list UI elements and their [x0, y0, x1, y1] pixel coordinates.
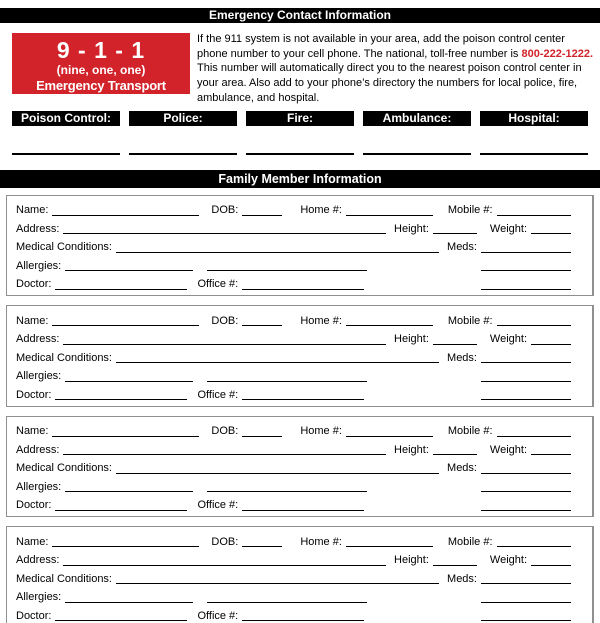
meds-label: Meds:: [447, 351, 477, 364]
poison-control-phone-number: 800-222-1222.: [521, 47, 594, 60]
meds-label: Meds:: [447, 462, 477, 475]
meds-label: Meds:: [447, 572, 477, 585]
doctor-label: Doctor:: [16, 278, 52, 291]
member-row-address: [16, 329, 571, 348]
poison-control-fill-line: [12, 153, 120, 155]
meds-extra-fill-line-2: [481, 289, 571, 290]
home-phone-label: Home #:: [300, 314, 342, 327]
address-label: Address:: [16, 333, 60, 346]
office-phone-fill-line: [242, 289, 364, 290]
family-members-list: [6, 195, 594, 623]
allergies-label: Allergies:: [16, 591, 62, 604]
dob-fill-line: [242, 215, 282, 216]
office-phone-label: Office #:: [197, 609, 239, 622]
name-fill-line: [52, 215, 199, 216]
meds-extra-fill-line-1: [481, 381, 571, 382]
medical-conditions-fill-line: [116, 362, 439, 363]
meds-extra-fill-line-2: [481, 510, 571, 511]
address-label: Address:: [16, 443, 60, 456]
doctor-fill-line: [55, 399, 187, 400]
meds-fill-line: [481, 473, 571, 474]
member-row-medical: [16, 568, 571, 587]
member-row-doctor: [16, 605, 571, 623]
dob-fill-line: [242, 325, 282, 326]
member-row-doctor: [16, 384, 571, 403]
mobile-phone-fill-line: [497, 215, 571, 216]
address-fill-line: [63, 233, 386, 234]
section-header-family-title: Family Member Information: [218, 171, 382, 186]
meds-extra-fill-line-1: [481, 491, 571, 492]
dob-fill-line: [242, 436, 282, 437]
section-header-emergency: [0, 8, 600, 23]
address-label: Address:: [16, 222, 60, 235]
member-row-medical: [16, 458, 571, 477]
nine-one-one-subtitle: Emergency Transport System: [36, 78, 166, 109]
nine-one-one-number: 9 - 1 - 1: [56, 37, 146, 63]
name-label: Name:: [16, 314, 49, 327]
allergies-label: Allergies:: [16, 370, 62, 383]
weight-fill-line: [531, 454, 571, 455]
intro-section: [0, 31, 600, 109]
name-label: Name:: [16, 535, 49, 548]
dob-fill-line: [242, 546, 282, 547]
name-fill-line: [52, 436, 199, 437]
meds-fill-line: [481, 583, 571, 584]
height-label: Height:: [394, 554, 429, 567]
allergies-label: Allergies:: [16, 480, 62, 493]
home-phone-fill-line: [346, 325, 433, 326]
home-phone-label: Home #:: [300, 204, 342, 217]
meds-extra-fill-line-2: [481, 399, 571, 400]
nine-one-one-words: (nine, one, one): [56, 63, 146, 77]
doctor-label: Doctor:: [16, 499, 52, 512]
member-row-address: [16, 439, 571, 458]
name-fill-line: [52, 546, 199, 547]
member-row-allergies: [16, 587, 571, 606]
member-row-identity: [16, 310, 571, 329]
contact-label-fire: Fire:: [246, 111, 354, 126]
intro-text-after: This number will automatically direct you to the nearest poison control center in your area. Also add to your phone’s directory the numbers for local police, fire, ambulance, and hospital.: [197, 62, 582, 104]
intro-text-before: If the 911 system is not available in your area, add the poison control center phone number to your cell phone. The national, toll-free number is: [197, 33, 565, 60]
member-row-medical: [16, 237, 571, 256]
address-fill-line: [63, 344, 386, 345]
member-row-address: [16, 218, 571, 237]
member-row-doctor: [16, 274, 571, 293]
office-phone-fill-line: [242, 399, 364, 400]
height-label: Height:: [394, 443, 429, 456]
hospital-fill-line: [480, 153, 588, 155]
mobile-phone-label: Mobile #:: [447, 314, 493, 327]
allergies-extra-fill-line: [207, 491, 367, 492]
dob-label: DOB:: [211, 204, 239, 217]
allergies-extra-fill-line: [207, 381, 367, 382]
medical-conditions-label: Medical Conditions:: [16, 241, 112, 254]
meds-extra-fill-line-1: [481, 602, 571, 603]
ambulance-fill-line: [363, 153, 471, 155]
weight-label: Weight:: [489, 554, 527, 567]
home-phone-label: Home #:: [300, 425, 342, 438]
home-phone-fill-line: [346, 546, 433, 547]
member-row-identity: [16, 531, 571, 550]
emergency-contact-label-row: [12, 111, 588, 126]
medical-conditions-label: Medical Conditions:: [16, 572, 112, 585]
mobile-phone-label: Mobile #:: [447, 425, 493, 438]
medical-conditions-fill-line: [116, 252, 439, 253]
allergies-fill-line: [65, 381, 193, 382]
weight-fill-line: [531, 565, 571, 566]
member-row-address: [16, 550, 571, 569]
allergies-extra-fill-line: [207, 270, 367, 271]
weight-fill-line: [531, 233, 571, 234]
intro-paragraph: [197, 31, 596, 106]
family-member-box: [6, 305, 594, 407]
dob-label: DOB:: [211, 425, 239, 438]
meds-extra-fill-line-1: [481, 270, 571, 271]
weight-label: Weight:: [489, 333, 527, 346]
name-fill-line: [52, 325, 199, 326]
doctor-fill-line: [55, 289, 187, 290]
contact-label-police: Police:: [129, 111, 237, 126]
dob-label: DOB:: [211, 314, 239, 327]
office-phone-label: Office #:: [197, 278, 239, 291]
medical-conditions-label: Medical Conditions:: [16, 462, 112, 475]
meds-label: Meds:: [447, 241, 477, 254]
address-label: Address:: [16, 554, 60, 567]
home-phone-fill-line: [346, 215, 433, 216]
allergies-extra-fill-line: [207, 602, 367, 603]
doctor-fill-line: [55, 510, 187, 511]
allergies-label: Allergies:: [16, 259, 62, 272]
height-label: Height:: [394, 222, 429, 235]
member-row-allergies: [16, 366, 571, 385]
weight-label: Weight:: [489, 443, 527, 456]
member-row-identity: [16, 200, 571, 219]
weight-fill-line: [531, 344, 571, 345]
member-row-medical: [16, 347, 571, 366]
mobile-phone-fill-line: [497, 546, 571, 547]
mobile-phone-label: Mobile #:: [447, 204, 493, 217]
home-phone-fill-line: [346, 436, 433, 437]
name-label: Name:: [16, 425, 49, 438]
height-fill-line: [433, 565, 477, 566]
member-row-doctor: [16, 495, 571, 514]
contact-label-poison-control: Poison Control:: [12, 111, 120, 126]
doctor-label: Doctor:: [16, 609, 52, 622]
member-row-allergies: [16, 476, 571, 495]
mobile-phone-fill-line: [497, 325, 571, 326]
contact-label-ambulance: Ambulance:: [363, 111, 471, 126]
family-member-box: [6, 416, 594, 518]
address-fill-line: [63, 454, 386, 455]
nine-one-one-box: [12, 33, 190, 109]
member-row-allergies: [16, 255, 571, 274]
fire-fill-line: [246, 153, 354, 155]
dob-label: DOB:: [211, 535, 239, 548]
meds-fill-line: [481, 252, 571, 253]
office-phone-fill-line: [242, 620, 364, 621]
height-fill-line: [433, 344, 477, 345]
family-member-box: [6, 195, 594, 297]
office-phone-label: Office #:: [197, 388, 239, 401]
mobile-phone-fill-line: [497, 436, 571, 437]
height-fill-line: [433, 233, 477, 234]
medical-conditions-fill-line: [116, 473, 439, 474]
height-fill-line: [433, 454, 477, 455]
name-label: Name:: [16, 204, 49, 217]
office-phone-fill-line: [242, 510, 364, 511]
medical-conditions-label: Medical Conditions:: [16, 351, 112, 364]
section-header-family: [0, 170, 600, 188]
allergies-fill-line: [65, 270, 193, 271]
member-row-identity: [16, 421, 571, 440]
meds-extra-fill-line-2: [481, 620, 571, 621]
police-fill-line: [129, 153, 237, 155]
allergies-fill-line: [65, 602, 193, 603]
allergies-fill-line: [65, 491, 193, 492]
home-phone-label: Home #:: [300, 535, 342, 548]
doctor-label: Doctor:: [16, 388, 52, 401]
mobile-phone-label: Mobile #:: [447, 535, 493, 548]
doctor-fill-line: [55, 620, 187, 621]
meds-fill-line: [481, 362, 571, 363]
section-header-emergency-title: Emergency Contact Information: [208, 8, 392, 22]
medical-conditions-fill-line: [116, 583, 439, 584]
emergency-contact-fill-lines: [12, 153, 588, 155]
height-label: Height:: [394, 333, 429, 346]
contact-label-hospital: Hospital:: [480, 111, 588, 126]
weight-label: Weight:: [489, 222, 527, 235]
office-phone-label: Office #:: [197, 499, 239, 512]
family-member-box: [6, 526, 594, 623]
address-fill-line: [63, 565, 386, 566]
